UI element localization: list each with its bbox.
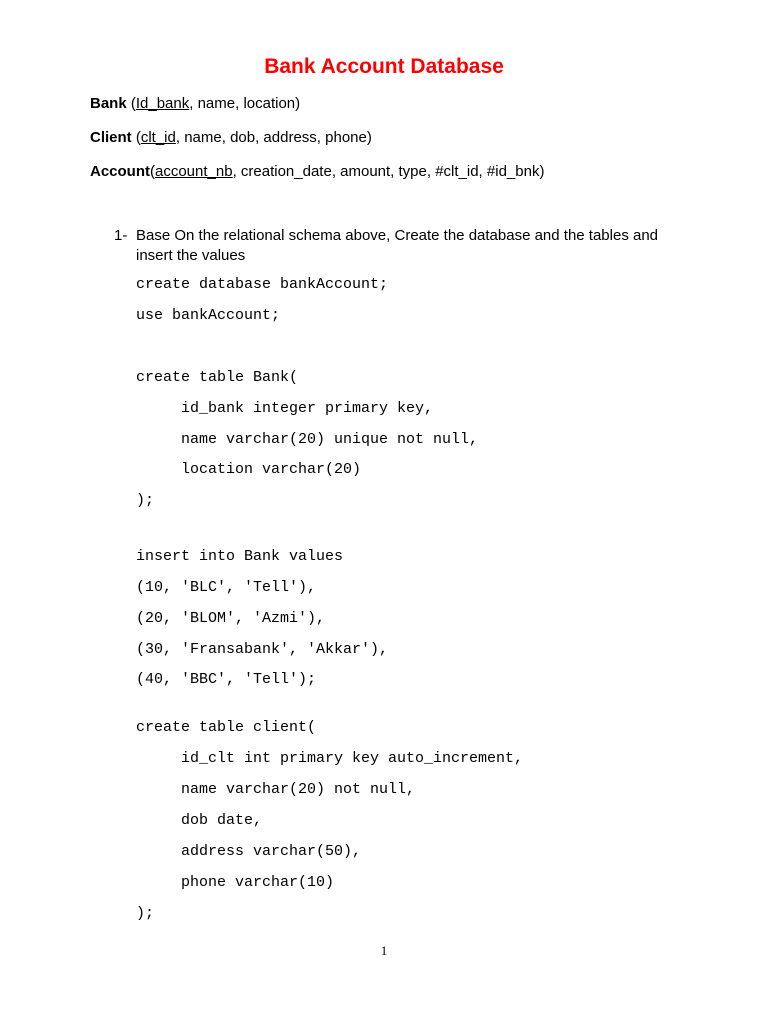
schema-client	[90, 129, 372, 146]
code-line: insert into Bank values	[136, 548, 344, 565]
schema-client-open: (	[131, 129, 141, 146]
code-line: (40, 'BBC', 'Tell');	[136, 671, 317, 688]
code-line: create table client(	[136, 719, 317, 736]
code-line: name varchar(20) not null,	[181, 781, 416, 798]
code-line: (30, 'Fransabank', 'Akkar'),	[136, 641, 389, 658]
question-1	[114, 226, 674, 266]
code-line: phone varchar(10)	[181, 874, 335, 891]
question-text: Base On the relational schema above, Create the database and the tables and insert the values	[136, 227, 659, 264]
question-number: 1-	[114, 227, 128, 244]
schema-account-open: (	[150, 163, 155, 180]
code-line: );	[136, 905, 155, 922]
code-line: (20, 'BLOM', 'Azmi'),	[136, 610, 326, 627]
code-line: id_bank integer primary key,	[181, 400, 434, 417]
schema-client-attrs: , name, dob, address, phone)	[175, 129, 372, 146]
code-line: use bankAccount;	[136, 307, 281, 324]
code-line: address varchar(50),	[181, 843, 362, 860]
page-number: 1	[380, 943, 388, 958]
code-line: id_clt int primary key auto_increment,	[181, 750, 524, 767]
schema-bank-key: Id_bank	[135, 95, 190, 112]
document-title: Bank Account Database	[264, 55, 504, 78]
code-line: create table Bank(	[136, 369, 299, 386]
schema-bank-attrs: , name, location)	[189, 95, 301, 112]
schema-bank-name: Bank	[90, 95, 127, 112]
code-line: dob date,	[181, 812, 263, 829]
code-line: (10, 'BLC', 'Tell'),	[136, 579, 317, 596]
schema-account-name: Account	[90, 163, 150, 180]
schema-client-key: clt_id	[140, 129, 176, 146]
schema-account-attrs: , creation_date, amount, type, #clt_id, #id_bnk)	[232, 163, 545, 180]
code-line: location varchar(20)	[181, 461, 362, 478]
schema-bank	[90, 95, 300, 112]
schema-client-name: Client	[90, 129, 132, 146]
schema-account	[90, 163, 544, 180]
code-line: create database bankAccount;	[136, 276, 389, 293]
schema-account-key: account_nb	[155, 163, 233, 180]
schema-bank-open: (	[126, 95, 136, 112]
code-line: name varchar(20) unique not null,	[181, 431, 479, 448]
code-line: );	[136, 492, 155, 509]
